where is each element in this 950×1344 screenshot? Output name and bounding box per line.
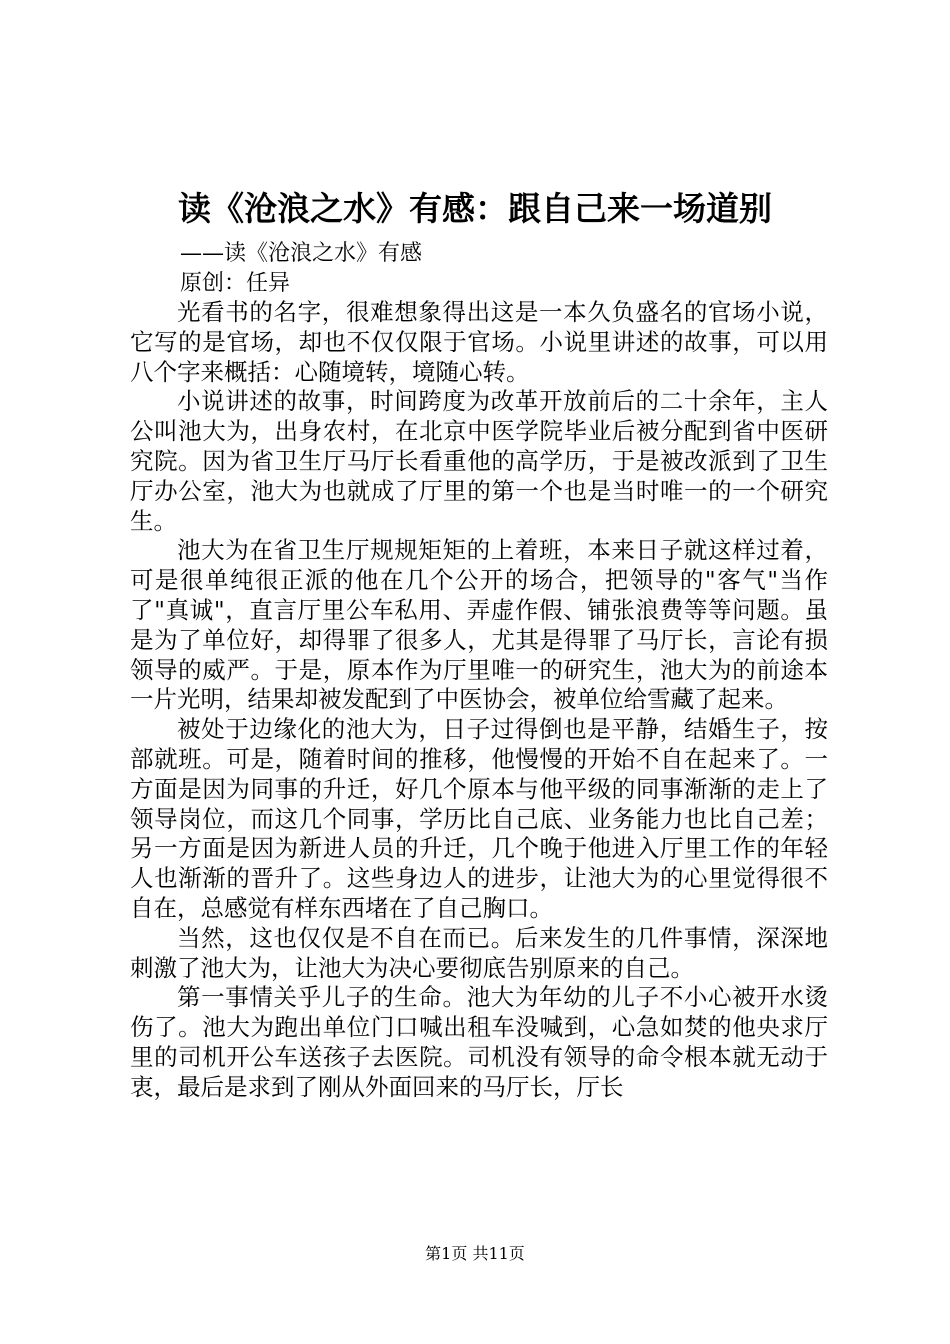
paragraph-4: 被处于边缘化的池大为，日子过得倒也是平静，结婚生子，按部就班。可是，随着时间的推移，他慢慢的开始不自在起来了。一方面是因为同事的升迁，好几个原本与他平级的同事渐渐的走上了领导岗位，而这几个同事，学历比自己底、业务能力也比自己差；另一方面是因为新进人员的升迁，几个晚于他进入厅里工作的年轻人也渐渐的晋升了。这些身边人的进步，让池大为的心里觉得很不自在，总感觉有样东西堵在了自己胸口。 bbox=[130, 715, 828, 922]
document-subtitle: ——读《沧浪之水》有感 bbox=[180, 241, 423, 266]
paragraph-2: 小说讲述的故事，时间跨度为改革开放前后的二十余年，主人公叫池大为，出身农村，在北京中医学院毕业后被分配到省中医研究院。因为省卫生厅马厅长看重他的高学历，于是被改派到了卫生厅办公室，池大为也就成了厅里的第一个也是当时唯一的一个研究生。 bbox=[130, 387, 828, 535]
paragraph-1: 光看书的名字，很难想象得出这是一本久负盛名的官场小说，它写的是官场，却也不仅仅限于官场。小说里讲述的故事，可以用八个字来概括：心随境转，境随心转。 bbox=[130, 298, 828, 386]
paragraph-3: 池大为在省卫生厅规规矩矩的上着班，本来日子就这样过着，可是很单纯很正派的他在几个公开的场合，把领导的"客气"当作了"真诚"，直言厅里公车私用、弄虚作假、铺张浪费等等问题。虽是为了单位好，却得罪了很多人，尤其是得罪了马厅长，言论有损领导的威严。于是，原本作为厅里唯一的研究生，池大为的前途本一片光明，结果却被发配到了中医协会，被单位给雪藏了起来。 bbox=[130, 536, 828, 714]
document-title: 读《沧浪之水》有感：跟自己来一场道别 bbox=[178, 189, 772, 228]
page-number-footer: 第1页 共11页 bbox=[425, 1244, 525, 1263]
paragraph-6: 第一事情关乎儿子的生命。池大为年幼的儿子不小心被开水烫伤了。池大为跑出单位门口喊出租车没喊到，心急如焚的他央求厅里的司机开公车送孩子去医院。司机没有领导的命令根本就无动于衷，最后是求到了刚从外面回来的马厅长，厅长 bbox=[130, 983, 828, 1101]
document-author: 原创：任异 bbox=[180, 271, 291, 296]
document-body bbox=[130, 298, 828, 1103]
paragraph-5: 当然，这也仅仅是不自在而已。后来发生的几件事情，深深地刺激了池大为，让池大为决心要彻底告别原来的自己。 bbox=[130, 923, 828, 982]
